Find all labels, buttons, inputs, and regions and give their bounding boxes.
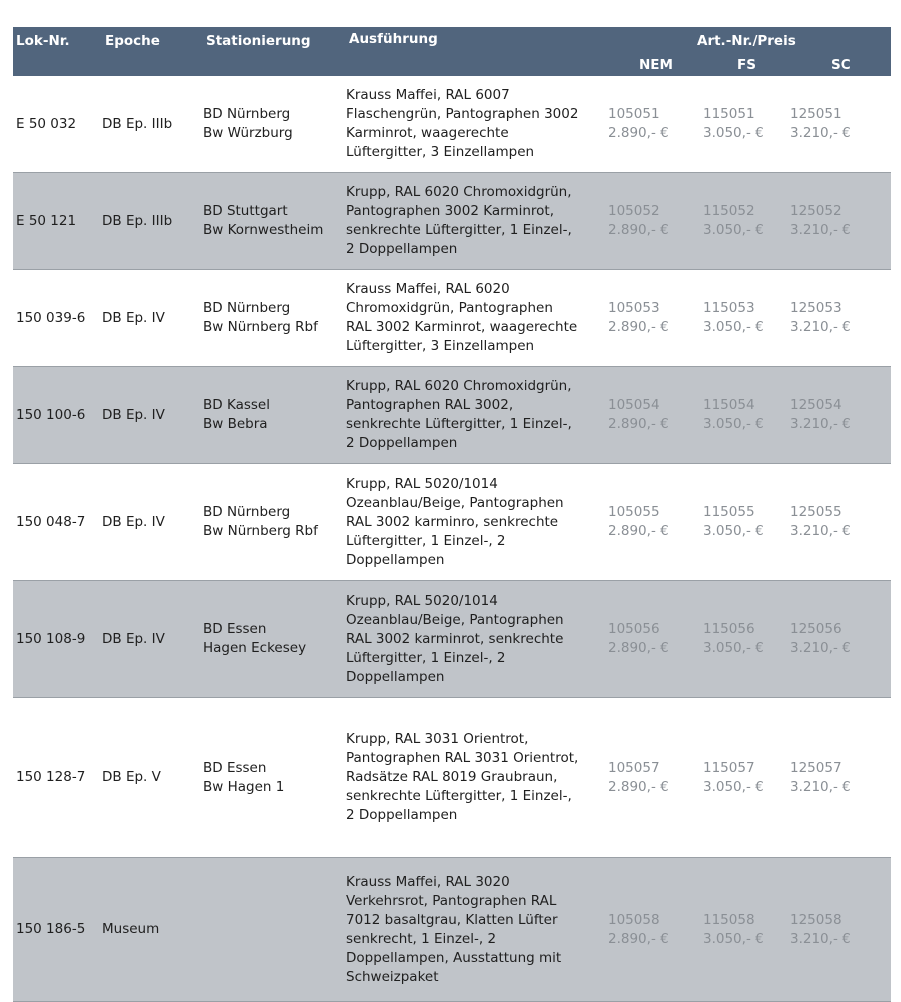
cell-epoche: Museum (102, 921, 160, 937)
ausfuehrung-line: Ozeanblau/Beige, Pantographen (346, 494, 564, 511)
stationierung-direktion: BD Stuttgart (203, 203, 288, 219)
sc-preis: 3.210,- € (790, 125, 851, 141)
fs-preis: 3.050,- € (703, 319, 764, 335)
fs-preis: 3.050,- € (703, 930, 764, 947)
cell-epoche: DB Ep. IV (102, 630, 165, 647)
cell-fs (703, 620, 790, 658)
sc-art-nr: 125058 (790, 911, 842, 928)
ausfuehrung-line: Schweizpaket (346, 968, 439, 985)
nem-preis: 2.890,- € (608, 125, 669, 141)
cell-ausfuehrung (346, 377, 608, 453)
sc-art-nr: 125055 (790, 504, 842, 520)
sc-preis: 3.210,- € (790, 523, 851, 539)
stationierung-direktion: BD Kassel (203, 397, 270, 413)
stationierung-bw: Bw Nürnberg Rbf (203, 523, 318, 539)
stationierung-bw: Bw Kornwestheim (203, 222, 324, 238)
cell-nem (608, 396, 703, 434)
ausfuehrung-line: Ozeanblau/Beige, Pantographen (346, 611, 564, 628)
ausfuehrung-line: 2 Doppellampen (346, 807, 458, 823)
cell-lok-nr: E 50 032 (16, 115, 77, 132)
cell-ausfuehrung (346, 475, 608, 570)
nem-preis: 2.890,- € (608, 416, 669, 432)
cell-epoche: DB Ep. IIIb (102, 212, 173, 229)
table-row (13, 581, 891, 698)
sc-preis: 3.210,- € (790, 778, 851, 795)
sc-preis: 3.210,- € (790, 930, 851, 947)
cell-lok-nr: E 50 121 (16, 212, 77, 229)
cell-nem (608, 911, 703, 949)
nem-preis: 2.890,- € (608, 640, 669, 656)
cell-fs (703, 396, 790, 434)
cell-fs (703, 105, 790, 143)
cell-nem (608, 620, 703, 658)
cell-fs (703, 759, 790, 797)
ausfuehrung-line: senkrecht, 1 Einzel-, 2 (346, 930, 497, 947)
fs-preis: 3.050,- € (703, 640, 764, 656)
cell-sc (790, 202, 891, 240)
cell-ausfuehrung (346, 592, 608, 687)
nem-art-nr: 105051 (608, 106, 660, 122)
fs-art-nr: 115054 (703, 397, 755, 413)
nem-preis: 2.890,- € (608, 523, 669, 539)
ausfuehrung-line: Krauss Maffei, RAL 6007 (346, 87, 510, 103)
ausfuehrung-line: Verkehrsrot, Pantographen RAL (346, 892, 557, 909)
header-fs: FS (737, 57, 756, 73)
nem-art-nr: 105058 (608, 911, 660, 928)
header-lok: Lok-Nr. (16, 33, 70, 49)
ausfuehrung-line: Lüftergitter, 3 Einzellampen (346, 338, 535, 354)
stationierung-direktion: BD Nürnberg (203, 106, 291, 122)
sc-art-nr: 125056 (790, 621, 842, 637)
ausfuehrung-line: senkrechte Lüftergitter, 1 Einzel-, (346, 416, 572, 432)
table-row (13, 367, 891, 464)
cell-sc (790, 759, 891, 797)
locomotive-table (13, 27, 891, 1002)
nem-art-nr: 105055 (608, 504, 660, 520)
nem-art-nr: 105053 (608, 300, 660, 316)
stationierung-bw: Bw Bebra (203, 416, 268, 432)
nem-preis: 2.890,- € (608, 222, 669, 238)
cell-fs (703, 299, 790, 337)
table-body (13, 76, 891, 1002)
cell-sc (790, 620, 891, 658)
cell-epoche: DB Ep. IV (102, 406, 165, 423)
ausfuehrung-line: RAL 3002 karminro, senkrechte (346, 513, 559, 530)
ausfuehrung-line: Flaschengrün, Pantographen 3002 (346, 106, 579, 122)
fs-preis: 3.050,- € (703, 778, 764, 795)
header-artpreis: Art.-Nr./Preis (697, 33, 796, 49)
table-row (13, 698, 891, 858)
fs-art-nr: 115053 (703, 300, 755, 316)
header-ausfuehrung: Ausführung (349, 31, 438, 47)
fs-preis: 3.050,- € (703, 222, 764, 238)
stationierung-direktion: BD Nürnberg (203, 300, 291, 316)
cell-stationierung (203, 503, 346, 541)
cell-lok-nr: 150 108-9 (16, 630, 86, 647)
table-row (13, 464, 891, 581)
fs-art-nr: 115055 (703, 504, 755, 520)
cell-nem (608, 759, 703, 797)
fs-art-nr: 115057 (703, 759, 755, 776)
cell-stationierung (203, 202, 346, 240)
stationierung-bw: Bw Würzburg (203, 125, 293, 141)
nem-art-nr: 105052 (608, 203, 660, 219)
ausfuehrung-line: RAL 3002 karminrot, senkrechte (346, 630, 564, 647)
fs-art-nr: 115058 (703, 911, 755, 928)
cell-stationierung (203, 105, 346, 143)
cell-epoche: DB Ep. IIIb (102, 115, 173, 132)
stationierung-direktion: BD Nürnberg (203, 504, 291, 520)
ausfuehrung-line: Krupp, RAL 5020/1014 (346, 592, 498, 609)
nem-preis: 2.890,- € (608, 930, 669, 947)
sc-art-nr: 125057 (790, 759, 842, 776)
ausfuehrung-line: Pantographen RAL 3031 Orientrot, (346, 750, 579, 766)
cell-fs (703, 202, 790, 240)
cell-epoche: DB Ep. IV (102, 513, 165, 530)
cell-epoche: DB Ep. IV (102, 309, 165, 326)
cell-nem (608, 299, 703, 337)
cell-nem (608, 202, 703, 240)
fs-art-nr: 115052 (703, 203, 755, 219)
ausfuehrung-line: Chromoxidgrün, Pantographen (346, 300, 553, 316)
nem-art-nr: 105056 (608, 621, 660, 637)
fs-preis: 3.050,- € (703, 523, 764, 539)
cell-stationierung (203, 396, 346, 434)
ausfuehrung-line: Doppellampen (346, 551, 445, 568)
sc-art-nr: 125051 (790, 106, 842, 122)
table-row (13, 270, 891, 367)
sc-art-nr: 125053 (790, 300, 842, 316)
sc-preis: 3.210,- € (790, 319, 851, 335)
sc-preis: 3.210,- € (790, 416, 851, 432)
sc-art-nr: 125052 (790, 203, 842, 219)
ausfuehrung-line: Doppellampen, Ausstattung mit (346, 949, 562, 966)
nem-art-nr: 105054 (608, 397, 660, 413)
ausfuehrung-line: senkrechte Lüftergitter, 1 Einzel-, (346, 222, 572, 238)
cell-nem (608, 503, 703, 541)
ausfuehrung-line: Pantographen RAL 3002, (346, 397, 514, 413)
ausfuehrung-line: 2 Doppellampen (346, 241, 458, 257)
nem-preis: 2.890,- € (608, 319, 669, 335)
cell-lok-nr: 150 128-7 (16, 769, 86, 785)
header-sc: SC (831, 57, 851, 73)
fs-preis: 3.050,- € (703, 125, 764, 141)
fs-art-nr: 115056 (703, 621, 755, 637)
ausfuehrung-line: Lüftergitter, 1 Einzel-, 2 (346, 649, 506, 666)
header-stationierung: Stationierung (206, 33, 311, 49)
cell-nem (608, 105, 703, 143)
sc-preis: 3.210,- € (790, 222, 851, 238)
cell-ausfuehrung (346, 280, 608, 356)
stationierung-direktion: BD Essen (203, 621, 267, 637)
ausfuehrung-line: Lüftergitter, 3 Einzellampen (346, 144, 535, 160)
cell-lok-nr: 150 048-7 (16, 513, 86, 530)
cell-stationierung (203, 299, 346, 337)
cell-sc (790, 503, 891, 541)
nem-art-nr: 105057 (608, 759, 660, 776)
ausfuehrung-line: Krupp, RAL 6020 Chromoxidgrün, (346, 184, 572, 200)
cell-lok-nr: 150 186-5 (16, 921, 86, 937)
ausfuehrung-line: Pantographen 3002 Karminrot, (346, 203, 554, 219)
ausfuehrung-line: Krupp, RAL 5020/1014 (346, 475, 498, 492)
table-row (13, 76, 891, 173)
ausfuehrung-line: Krauss Maffei, RAL 3020 (346, 873, 510, 890)
cell-ausfuehrung (346, 183, 608, 259)
cell-ausfuehrung (346, 86, 608, 162)
fs-art-nr: 115051 (703, 106, 755, 122)
cell-lok-nr: 150 100-6 (16, 406, 86, 423)
ausfuehrung-line: Krupp, RAL 3031 Orientrot, (346, 731, 529, 747)
fs-preis: 3.050,- € (703, 416, 764, 432)
ausfuehrung-line: Radsätze RAL 8019 Graubraun, (346, 769, 558, 785)
sc-preis: 3.210,- € (790, 640, 851, 656)
cell-stationierung (203, 620, 346, 658)
table-row (13, 858, 891, 1002)
nem-preis: 2.890,- € (608, 778, 669, 795)
stationierung-bw: Bw Nürnberg Rbf (203, 319, 318, 335)
ausfuehrung-line: Karminrot, waagerechte (346, 125, 509, 141)
stationierung-bw: Bw Hagen 1 (203, 778, 285, 795)
header-nem: NEM (639, 57, 673, 73)
table-row (13, 173, 891, 270)
cell-fs (703, 911, 790, 949)
sc-art-nr: 125054 (790, 397, 842, 413)
ausfuehrung-line: Krupp, RAL 6020 Chromoxidgrün, (346, 378, 572, 394)
ausfuehrung-line: RAL 3002 Karminrot, waagerechte (346, 319, 578, 335)
cell-lok-nr: 150 039-6 (16, 309, 86, 326)
cell-sc (790, 105, 891, 143)
header-epoche: Epoche (105, 33, 160, 49)
cell-ausfuehrung (346, 730, 608, 825)
ausfuehrung-line: 7012 basaltgrau, Klatten Lüfter (346, 911, 558, 928)
ausfuehrung-line: senkrechte Lüftergitter, 1 Einzel-, (346, 788, 572, 804)
cell-sc (790, 299, 891, 337)
table-header (13, 27, 891, 76)
cell-epoche: DB Ep. V (102, 769, 161, 785)
stationierung-bw: Hagen Eckesey (203, 640, 307, 656)
cell-ausfuehrung (346, 873, 608, 987)
stationierung-direktion: BD Essen (203, 759, 267, 776)
cell-sc (790, 911, 891, 949)
cell-fs (703, 503, 790, 541)
cell-stationierung (203, 759, 346, 797)
ausfuehrung-line: Lüftergitter, 1 Einzel-, 2 (346, 532, 506, 549)
cell-sc (790, 396, 891, 434)
ausfuehrung-line: Doppellampen (346, 668, 445, 685)
ausfuehrung-line: 2 Doppellampen (346, 435, 458, 451)
ausfuehrung-line: Krauss Maffei, RAL 6020 (346, 281, 510, 297)
